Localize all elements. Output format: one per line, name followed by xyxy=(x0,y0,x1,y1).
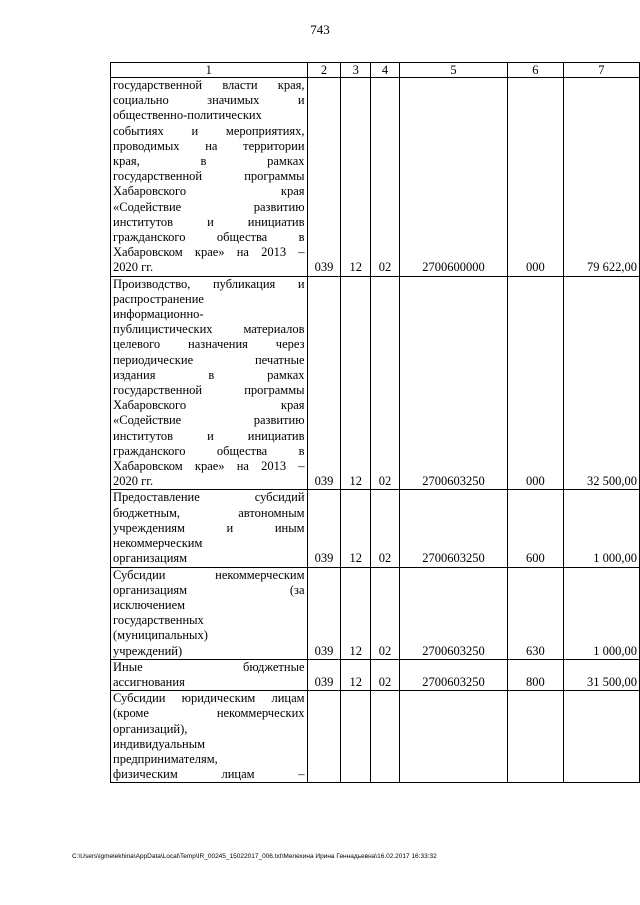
description-line: Производство, публикация и xyxy=(113,276,305,291)
subsection-code-cell xyxy=(371,691,400,783)
description-line: распространение xyxy=(113,291,204,306)
description-line: целевого назначения через xyxy=(113,337,305,352)
amount-cell: 79 622,00 xyxy=(563,78,639,277)
description-line: «Содействие развитию xyxy=(113,413,305,428)
page-number: 743 xyxy=(310,22,330,37)
description-line: гражданского общества в xyxy=(113,443,305,458)
table-row xyxy=(111,490,640,567)
description-line: организациям xyxy=(113,551,188,566)
description-line: государственной программы xyxy=(113,383,305,398)
description-line: бюджетным, автономным xyxy=(113,505,305,520)
description-line: учреждениям и иным xyxy=(113,520,305,535)
description-line: исключением xyxy=(113,597,186,612)
table-header-row xyxy=(111,63,640,78)
description-line: институтов и инициатив xyxy=(113,428,305,443)
row-description xyxy=(111,691,308,783)
expense-type-cell: 600 xyxy=(508,490,563,567)
expense-type-cell: 000 xyxy=(508,78,563,277)
expense-type-cell: 000 xyxy=(508,276,563,490)
description-line: социально значимых и xyxy=(113,93,305,108)
description-line: индивидуальным xyxy=(113,736,206,751)
target-article-cell xyxy=(399,691,507,783)
amount-cell: 32 500,00 xyxy=(563,276,639,490)
description-line: институтов и инициатив xyxy=(113,214,305,229)
table-row xyxy=(111,691,640,783)
ministry-code-cell: 039 xyxy=(307,78,341,277)
description-line: Субсидии юридическим лицам xyxy=(113,691,305,706)
description-line: Хабаровском крае» на 2013 – xyxy=(113,245,305,260)
table-row xyxy=(111,78,640,277)
amount-cell: 1 000,00 xyxy=(563,490,639,567)
description-line: гражданского общества в xyxy=(113,230,305,245)
amount-cell xyxy=(563,691,639,783)
description-line: некоммерческим xyxy=(113,536,203,551)
header-cell-3: 3 xyxy=(341,63,371,78)
description-line: Хабаровском крае» на 2013 – xyxy=(113,459,305,474)
row-description xyxy=(111,659,308,690)
ministry-code-cell xyxy=(307,691,341,783)
description-line: проводимых на территории xyxy=(113,138,305,153)
ministry-code-cell: 039 xyxy=(307,276,341,490)
subsection-code-cell: 02 xyxy=(371,659,400,690)
document-footer-path: C:\Users\igmelekhina\AppData\Local\Temp\IR_00245_15022017_006.txt\Мелехина Ирина Геннадьевна\16.02.2017 16:33:32 xyxy=(72,853,437,860)
description-line: Хабаровского края xyxy=(113,398,305,413)
description-line: физическим лицам – xyxy=(113,767,305,782)
header-cell-4: 4 xyxy=(371,63,400,78)
description-line: (муниципальных) xyxy=(113,628,208,643)
description-line: государственной власти края, xyxy=(113,78,305,92)
description-line: организаций), xyxy=(113,721,188,736)
table-row xyxy=(111,276,640,490)
section-code-cell: 12 xyxy=(341,490,371,567)
target-article-cell: 2700603250 xyxy=(399,276,507,490)
description-line: Иные бюджетные xyxy=(113,659,305,674)
description-line: 2020 гг. xyxy=(113,474,154,489)
description-line: государственной программы xyxy=(113,169,305,184)
section-code-cell: 12 xyxy=(341,659,371,690)
expense-type-cell: 630 xyxy=(508,567,563,659)
description-line: (кроме некоммерческих xyxy=(113,706,305,721)
target-article-cell: 2700603250 xyxy=(399,490,507,567)
budget-table xyxy=(110,62,640,783)
amount-cell: 31 500,00 xyxy=(563,659,639,690)
section-code-cell: 12 xyxy=(341,276,371,490)
header-cell-2: 2 xyxy=(307,63,341,78)
description-line: общественно-политических xyxy=(113,108,262,123)
description-line: края, в рамках xyxy=(113,154,305,169)
description-line: организациям (за xyxy=(113,582,305,597)
header-cell-1: 1 xyxy=(111,63,308,78)
description-line: публицистических материалов xyxy=(113,322,305,337)
target-article-cell: 2700603250 xyxy=(399,567,507,659)
expense-type-cell: 800 xyxy=(508,659,563,690)
header-cell-6: 6 xyxy=(508,63,563,78)
header-cell-5: 5 xyxy=(399,63,507,78)
expense-type-cell xyxy=(508,691,563,783)
section-code-cell: 12 xyxy=(341,78,371,277)
description-line: «Содействие развитию xyxy=(113,199,305,214)
row-description xyxy=(111,490,308,567)
table-row xyxy=(111,567,640,659)
description-line: государственных xyxy=(113,613,204,628)
target-article-cell: 2700600000 xyxy=(399,78,507,277)
table-row xyxy=(111,659,640,690)
row-description xyxy=(111,78,308,277)
description-line: информационно- xyxy=(113,307,204,322)
description-line: Хабаровского края xyxy=(113,184,305,199)
target-article-cell: 2700603250 xyxy=(399,659,507,690)
description-line: учреждений) xyxy=(113,643,183,658)
ministry-code-cell: 039 xyxy=(307,567,341,659)
subsection-code-cell: 02 xyxy=(371,490,400,567)
ministry-code-cell: 039 xyxy=(307,490,341,567)
subsection-code-cell: 02 xyxy=(371,567,400,659)
section-code-cell: 12 xyxy=(341,567,371,659)
ministry-code-cell: 039 xyxy=(307,659,341,690)
amount-cell: 1 000,00 xyxy=(563,567,639,659)
row-description xyxy=(111,567,308,659)
description-line: Субсидии некоммерческим xyxy=(113,567,305,582)
description-line: событиях и мероприятиях, xyxy=(113,123,305,138)
description-line: издания в рамках xyxy=(113,367,305,382)
description-line: ассигнования xyxy=(113,674,185,689)
description-line: 2020 гг. xyxy=(113,260,154,275)
row-description xyxy=(111,276,308,490)
header-cell-7: 7 xyxy=(563,63,639,78)
description-line: Предоставление субсидий xyxy=(113,490,305,505)
section-code-cell xyxy=(341,691,371,783)
description-line: предпринимателям, xyxy=(113,751,218,766)
subsection-code-cell: 02 xyxy=(371,276,400,490)
subsection-code-cell: 02 xyxy=(371,78,400,277)
description-line: периодические печатные xyxy=(113,352,305,367)
